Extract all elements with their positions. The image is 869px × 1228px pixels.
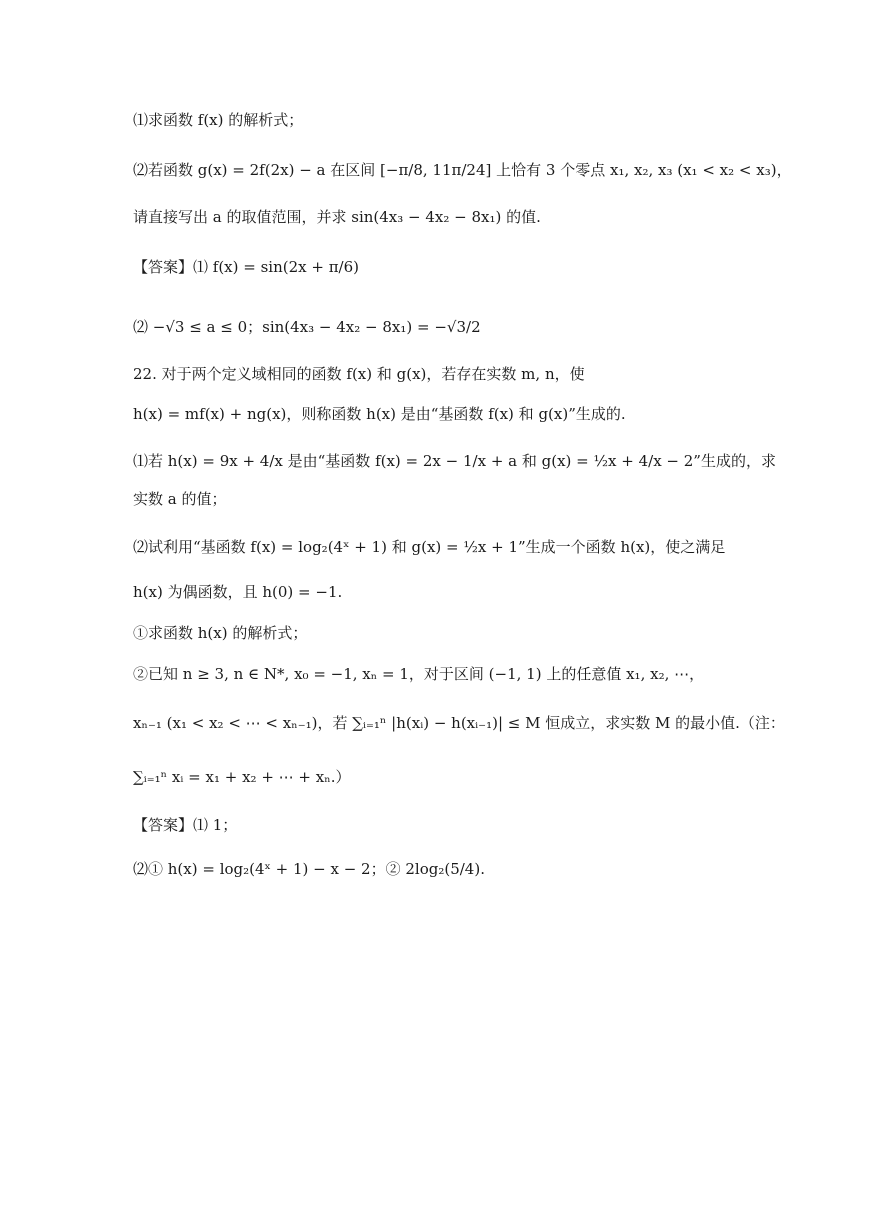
problem-22-summation-note: ∑ᵢ₌₁ⁿ xᵢ = x₁ + x₂ + ⋯ + xₙ.）	[133, 768, 351, 786]
answer-line-1: 【答案】⑴ f(x) = sin(2x + π/6)	[133, 258, 360, 276]
problem-22-subpart-2: ②已知 n ≥ 3, n ∈ N*, x₀ = −1, xₙ = 1，对于区间 (−1, 1) 上的任意值 x₁, x₂, ⋯，	[133, 665, 705, 683]
problem-22-subpart-1: ①求函数 h(x) 的解析式；	[133, 624, 308, 642]
answer-22-line-2: ⑵① h(x) = log₂(4ˣ + 1) − x − 2；② 2log₂(5/4).	[133, 860, 485, 878]
problem-22-part-2: ⑵试利用“基函数 f(x) = log₂(4ˣ + 1) 和 g(x) = ½x + 1”生成一个函数 h(x)，使之满足	[133, 538, 726, 556]
problem-22-part-1-continued: 实数 a 的值；	[133, 490, 227, 508]
problem-22-intro: 22. 对于两个定义域相同的函数 f(x) 和 g(x)，若存在实数 m, n，使	[133, 365, 585, 383]
problem-22-definition: h(x) = mf(x) + ng(x)，则称函数 h(x) 是由“基函数 f(x) 和 g(x)”生成的.	[133, 405, 626, 423]
question-part-2-continued: 请直接写出 a 的取值范围，并求 sin(4x₃ − 4x₂ − 8x₁) 的值.	[133, 208, 541, 226]
question-part-1: ⑴求函数 f(x) 的解析式；	[133, 111, 304, 129]
question-part-2: ⑵若函数 g(x) = 2f(2x) − a 在区间 [−π/8, 11π/24] 上恰有 3 个零点 x₁, x₂, x₃ (x₁ < x₂ < x₃)，	[133, 161, 792, 179]
problem-22-part-2-continued: h(x) 为偶函数，且 h(0) = −1.	[133, 583, 343, 601]
problem-22-subpart-2-continued: xₙ₋₁ (x₁ < x₂ < ⋯ < xₙ₋₁)，若 ∑ᵢ₌₁ⁿ |h(xᵢ) − h(xᵢ₋₁)| ≤ M 恒成立，求实数 M 的最小值.（注：	[133, 714, 785, 732]
problem-22-part-1: ⑴若 h(x) = 9x + 4/x 是由“基函数 f(x) = 2x − 1/x + a 和 g(x) = ½x + 4/x − 2”生成的，求	[133, 452, 776, 470]
answer-line-2: ⑵ −√3 ≤ a ≤ 0；sin(4x₃ − 4x₂ − 8x₁) = −√3/2	[133, 318, 481, 336]
answer-22-line-1: 【答案】⑴ 1；	[133, 816, 238, 834]
